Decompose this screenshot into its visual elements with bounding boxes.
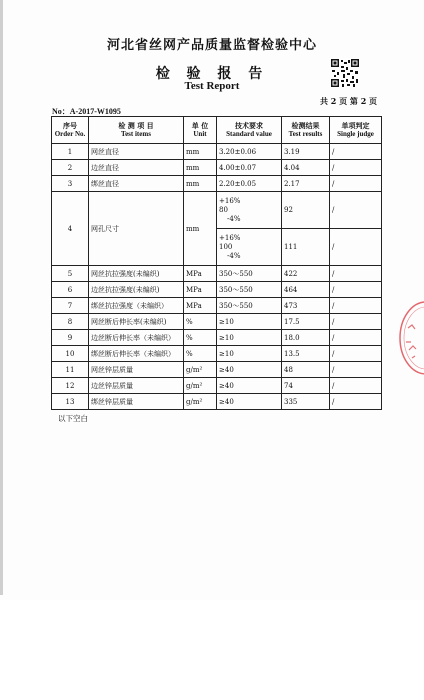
- cell-unit: mm: [184, 160, 217, 176]
- cell-unit: mm: [184, 144, 217, 160]
- cell-unit: mm: [184, 176, 217, 192]
- cell-no: 12: [52, 378, 89, 394]
- table-header-row: [52, 117, 382, 144]
- cell-no: 10: [52, 346, 89, 362]
- cell-item: 绑丝直径: [89, 176, 184, 192]
- cell-result: 111: [282, 229, 330, 266]
- cell-standard: ≥10: [217, 330, 282, 346]
- cell-item: 网丝直径: [89, 144, 184, 160]
- cell-judge: /: [330, 314, 382, 330]
- cell-result: 422: [282, 266, 330, 282]
- cell-unit: MPa: [184, 266, 217, 282]
- header-judge: 单项判定 Single judge: [330, 117, 382, 144]
- cell-result: 92: [282, 192, 330, 229]
- cell-no: 8: [52, 314, 89, 330]
- table-row: [52, 378, 382, 394]
- cell-unit: MPa: [184, 282, 217, 298]
- cell-unit: g/m²: [184, 378, 217, 394]
- cell-no: 4: [52, 192, 89, 266]
- cell-no: 1: [52, 144, 89, 160]
- report-title-cn: 检 验 报 告: [155, 66, 269, 82]
- cell-standard: 350～550: [217, 266, 282, 282]
- report-number: No：A-2017-W1095: [52, 107, 121, 116]
- header-unit: 单 位 Unit: [184, 117, 217, 144]
- table-row: [52, 160, 382, 176]
- cell-item: 边丝断后伸长率（未编织）: [89, 330, 184, 346]
- cell-no: 2: [52, 160, 89, 176]
- cell-result: 18.0: [282, 330, 330, 346]
- cell-standard: ≥40: [217, 378, 282, 394]
- blank-below-note: 以下空白: [58, 414, 88, 423]
- std-upper: +16%: [219, 196, 241, 205]
- cell-judge: /: [330, 160, 382, 176]
- std-lower: -4%: [227, 251, 241, 260]
- cell-judge: /: [330, 192, 382, 229]
- cell-judge: /: [330, 330, 382, 346]
- cell-result: 4.04: [282, 160, 330, 176]
- cell-judge: /: [330, 144, 382, 160]
- qr-code-icon: [330, 58, 360, 88]
- cell-standard: ≥40: [217, 394, 282, 410]
- cell-item: 绑丝锌层质量: [89, 394, 184, 410]
- cell-result: 3.19: [282, 144, 330, 160]
- std-nominal: 80: [219, 205, 228, 214]
- cell-result: 13.5: [282, 346, 330, 362]
- cell-standard: ≥10: [217, 346, 282, 362]
- table-row: [52, 362, 382, 378]
- cell-result: 17.5: [282, 314, 330, 330]
- results-table: [51, 116, 382, 410]
- cell-standard: ≥10: [217, 314, 282, 330]
- cell-judge: /: [330, 362, 382, 378]
- table-row: [52, 346, 382, 362]
- cell-unit: %: [184, 330, 217, 346]
- cell-standard: 350～550: [217, 282, 282, 298]
- cell-judge: /: [330, 346, 382, 362]
- cell-no: 13: [52, 394, 89, 410]
- cell-item: 绑丝断后伸长率（未编织）: [89, 346, 184, 362]
- table-row: [52, 266, 382, 282]
- header-result: 检测结果 Test results: [282, 117, 330, 144]
- cell-result: 473: [282, 298, 330, 314]
- cell-standard: 4.00±0.07: [217, 160, 282, 176]
- cell-standard: [217, 229, 282, 266]
- cell-item: 网丝锌层质量: [89, 362, 184, 378]
- header-item: 检 测 项 目 Test items: [89, 117, 184, 144]
- cell-unit: g/m²: [184, 362, 217, 378]
- cell-standard: 350～550: [217, 298, 282, 314]
- cell-standard: ≥40: [217, 362, 282, 378]
- table-row: [52, 176, 382, 192]
- std-upper: +16%: [219, 233, 241, 242]
- cell-unit: %: [184, 314, 217, 330]
- table-row: [52, 192, 382, 229]
- cell-judge: /: [330, 266, 382, 282]
- table-row: [52, 282, 382, 298]
- std-nominal: 100: [219, 242, 233, 251]
- cell-judge: /: [330, 298, 382, 314]
- table-row: [52, 144, 382, 160]
- page-counter: 共 2 页 第 2 页: [320, 96, 378, 106]
- table-row: [52, 330, 382, 346]
- cell-judge: /: [330, 176, 382, 192]
- report-title-en: Test Report: [184, 80, 240, 92]
- cell-result: 74: [282, 378, 330, 394]
- cell-unit: %: [184, 346, 217, 362]
- header-standard: 技术要求 Standard value: [217, 117, 282, 144]
- cell-unit: mm: [184, 192, 217, 266]
- cell-unit: g/m²: [184, 394, 217, 410]
- cell-standard: [217, 192, 282, 229]
- cell-result: 2.17: [282, 176, 330, 192]
- table-row: [52, 314, 382, 330]
- cell-item: 网丝抗拉强度(未编织): [89, 266, 184, 282]
- std-lower: -4%: [227, 214, 241, 223]
- header-order: 序号 Order No.: [52, 117, 89, 144]
- cell-judge: /: [330, 378, 382, 394]
- organization-name: 河北省丝网产品质量监督检验中心: [106, 38, 317, 53]
- cell-item: 网孔尺寸: [89, 192, 184, 266]
- cell-no: 9: [52, 330, 89, 346]
- cell-no: 7: [52, 298, 89, 314]
- cell-no: 5: [52, 266, 89, 282]
- cell-standard: 3.20±0.06: [217, 144, 282, 160]
- cell-no: 11: [52, 362, 89, 378]
- cell-judge: /: [330, 229, 382, 266]
- table-row: [52, 298, 382, 314]
- table-row: [52, 394, 382, 410]
- cell-item: 边丝锌层质量: [89, 378, 184, 394]
- cell-item: 绑丝抗拉强度（未编织）: [89, 298, 184, 314]
- red-seal-stamp: [396, 298, 424, 378]
- cell-result: 335: [282, 394, 330, 410]
- cell-no: 3: [52, 176, 89, 192]
- cell-result: 464: [282, 282, 330, 298]
- cell-judge: /: [330, 282, 382, 298]
- cell-item: 网丝断后伸长率(未编织): [89, 314, 184, 330]
- cell-no: 6: [52, 282, 89, 298]
- cell-unit: MPa: [184, 298, 217, 314]
- cell-standard: 2.20±0.05: [217, 176, 282, 192]
- cell-item: 边丝抗拉强度(未编织): [89, 282, 184, 298]
- cell-judge: /: [330, 394, 382, 410]
- cell-result: 48: [282, 362, 330, 378]
- cell-item: 边丝直径: [89, 160, 184, 176]
